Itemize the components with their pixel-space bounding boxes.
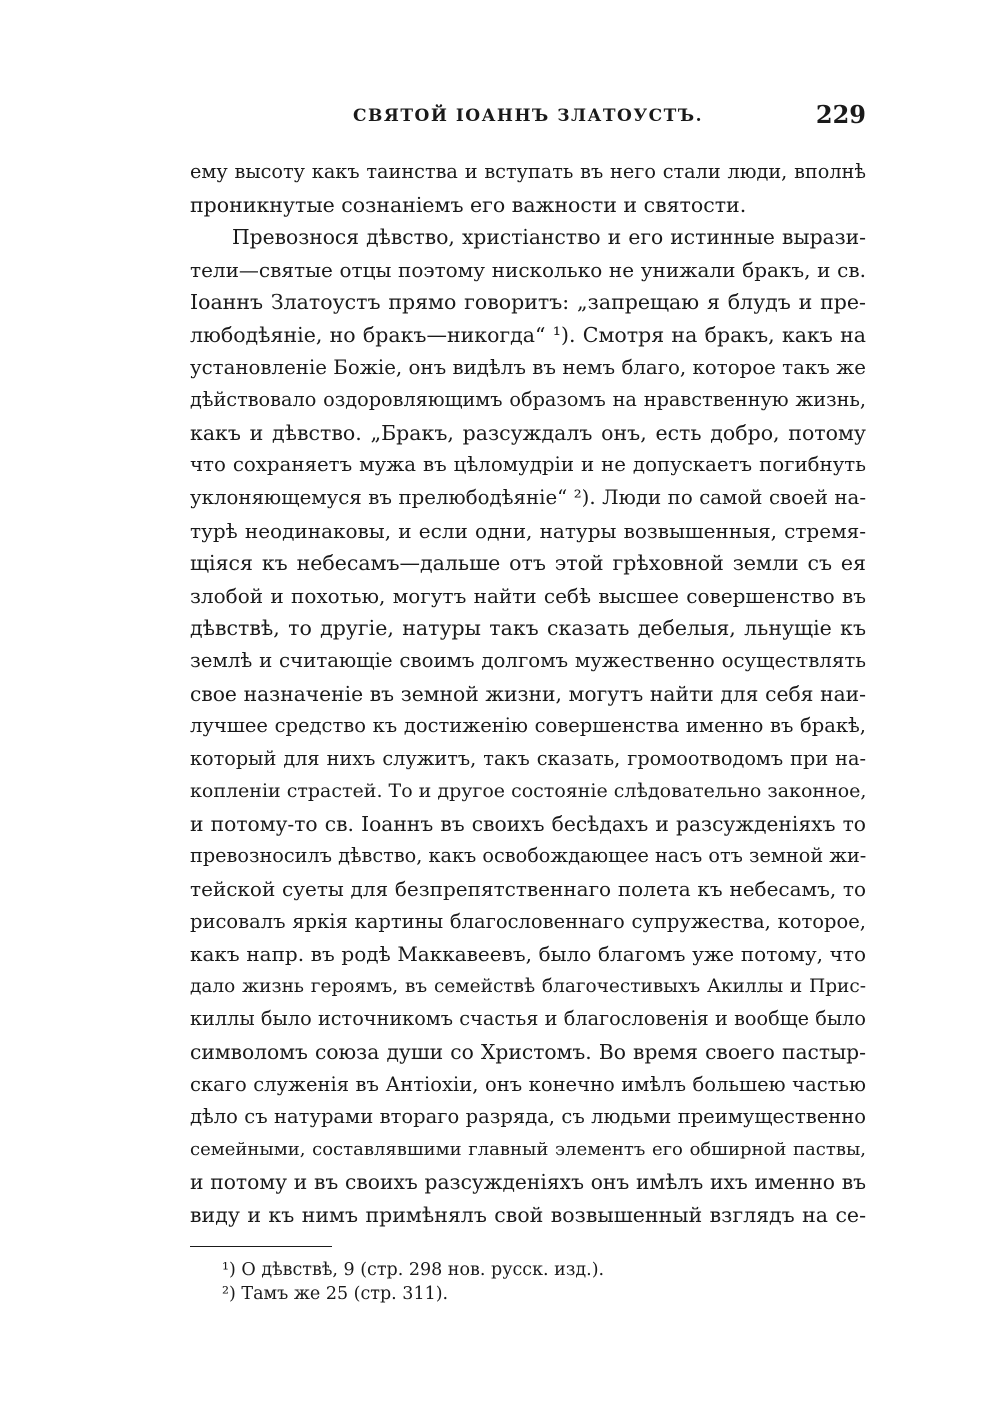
text-line: установленіе Божіе, онъ видѣлъ въ немъ благо, которое такъ же [190, 355, 866, 379]
text-line: какъ и дѣвство. „Бракъ, разсуждалъ онъ, есть добро, потому [190, 420, 866, 445]
running-title: СВЯТОЙ ІОАННЪ ЗЛАТОУСТЪ. [353, 106, 703, 126]
text-line: щіяся къ небесамъ—дальше отъ этой грѣховной земли съ ея [190, 551, 866, 576]
text-line: семейными, составлявшими главный элементъ его обширной паствы, [190, 1138, 866, 1160]
text-line: свое назначеніе въ земной жизни, могутъ найти для себя наи- [190, 681, 866, 706]
text-line: тейской суеты для безпрепятственнаго полета къ небесамъ, то [190, 877, 866, 902]
body-text [190, 156, 866, 1232]
page-number: 229 [815, 100, 866, 129]
text-line: Іоаннъ Златоустъ прямо говоритъ: „запрещаю я блудъ и пре- [190, 290, 866, 315]
text-line: копленіи страстей. То и другое состояніе слѣдовательно законное, [190, 780, 866, 803]
text-line: превозносилъ дѣвство, какъ освобождающее насъ отъ земной жи- [190, 844, 866, 868]
text-line: и потому и въ своихъ разсужденіяхъ онъ имѣлъ ихъ именно въ [190, 1170, 866, 1195]
text-line: рисовалъ яркія картины благословеннаго супружества, которое, [190, 909, 866, 933]
text-line: и потому-то св. Іоаннъ въ своихъ бесѣдахъ и разсужденіяхъ то [190, 811, 866, 836]
footnote: ¹) О дѣвствѣ, 9 (стр. 298 нов. русск. изд.). [222, 1260, 605, 1280]
text-line: ему высоту какъ таинства и вступать въ него стали люди, вполнѣ [190, 160, 866, 183]
text-line: землѣ и считающіе своимъ долгомъ мужественно осуществлять [190, 648, 866, 672]
text-line: символомъ союза души со Христомъ. Во время своего пастыр- [190, 1040, 866, 1065]
text-line: что сохраняетъ мужа въ цѣломудріи и не допускаетъ погибнуть [190, 453, 866, 477]
text-line: тели—святые отцы поэтому нисколько не унижали бракъ, и св. [190, 257, 866, 282]
text-line: уклоняющемуся въ прелюбодѣяніе“ ²). Люди по самой своей на- [190, 485, 866, 509]
text-line: скаго служенія въ Антіохіи, онъ конечно имѣлъ большею частью [190, 1072, 866, 1096]
text-line: который для нихъ служитъ, такъ сказать, громоотводомъ при на- [190, 746, 866, 770]
text-line: лучшее средство къ достиженію совершенства именно въ бракѣ, [190, 714, 866, 738]
text-line: злобой и похотью, могутъ найти себѣ высшее совершенство въ [190, 583, 866, 608]
text-line: дѣвствѣ, то другіе, натуры такъ сказать дебелыя, льнущіе къ [190, 616, 866, 641]
text-line: виду и къ нимъ примѣнялъ свой возвышенный взглядъ на се- [190, 1203, 866, 1227]
text-line: киллы было источникомъ счастья и благословенія и вообще было [190, 1007, 866, 1031]
footnote-divider [190, 1246, 332, 1247]
text-line: дѣйствовало оздоровляющимъ образомъ на нравственную жизнь, [190, 388, 866, 412]
text-line: любодѣяніе, но бракъ—никогда“ ¹). Смотря на бракъ, какъ на [190, 322, 866, 347]
text-line: проникнутые сознаніемъ его важности и святости. [190, 192, 747, 217]
footnotes [222, 1258, 862, 1306]
footnote: ²) Тамъ же 25 (стр. 311). [222, 1284, 449, 1304]
text-line: дѣло съ натурами втораго разряда, съ людьми преимущественно [190, 1105, 866, 1129]
text-line: турѣ неодинаковы, и если одни, натуры возвышенныя, стремя- [190, 518, 866, 543]
text-line: дало жизнь героямъ, въ семействѣ благочестивыхъ Акиллы и Прис- [190, 975, 866, 997]
text-line: какъ напр. въ родѣ Маккавеевъ, было благомъ уже потому, что [190, 942, 866, 967]
running-head [190, 100, 866, 134]
text-line: Превознося дѣвство, христіанство и его истинные вырази- [232, 225, 866, 250]
